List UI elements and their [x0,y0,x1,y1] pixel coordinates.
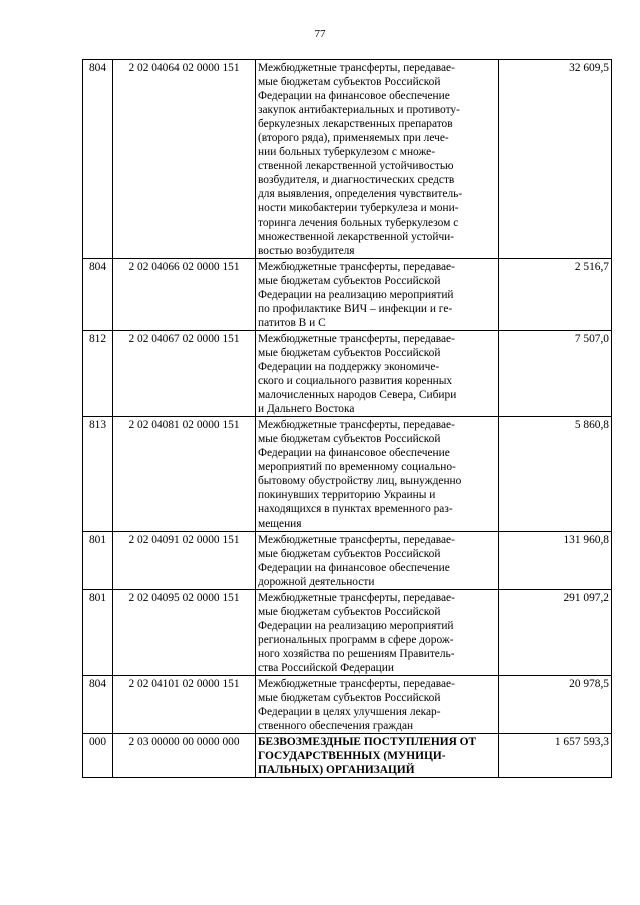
budget-revenue-table [82,59,612,778]
revenue-name-line: малочисленных народов Севера, Сибири [258,389,457,402]
revenue-name-line: нии больных туберкулезом с множе- [258,146,436,159]
budget-classification-code-cell: 2 02 04081 02 0000 151 [113,417,256,531]
revenue-name-line: ственного обеспечения граждан [258,720,414,733]
table-row [83,60,612,259]
revenue-name-line: мые бюджетам субъектов Российской [258,605,441,618]
revenue-name-line: Федерации на поддержку экономиче- [258,360,440,373]
revenue-name-line: находящихся в пунктах временного раз- [258,503,453,516]
revenue-name-cell [256,60,499,259]
revenue-name-line: по профилактике ВИЧ – инфекции и ге- [258,302,453,315]
revenue-name-line: патитов В и С [258,316,326,329]
revenue-name-line: ПАЛЬНЫХ) ОРГАНИЗАЦИЙ [258,764,415,777]
amount-cell: 2 516,7 [499,258,612,330]
revenue-name-line: ства Российской Федерации [258,661,394,674]
amount-cell: 291 097,2 [499,589,612,675]
revenue-name-cell [256,258,499,330]
revenue-name-line: Межбюджетные трансферты, передавае- [258,62,455,74]
revenue-name-line: ского и социального развития коренных [258,375,453,388]
revenue-name-line: Межбюджетные трансферты, передавае- [258,678,455,691]
admin-code-cell: 804 [83,60,113,259]
revenue-name-cell [256,589,499,675]
revenue-name-line: мероприятий по временному социально- [258,461,456,474]
revenue-name-line: возбудителя, и диагностических средств [258,174,455,187]
revenue-name-line: покинувших территорию Украины и [258,489,436,502]
revenue-name-line: Межбюджетные трансферты, передавае- [258,332,455,345]
table-body [83,60,612,778]
revenue-name-line: для выявления, определения чувствитель- [258,188,463,201]
amount-cell: 32 609,5 [499,60,612,259]
revenue-name-line: ности микобактерии туберкулеза и мони- [258,202,459,215]
revenue-name-line: Федерации на финансовое обеспечение [258,561,450,574]
revenue-name-cell [256,531,499,589]
amount-cell: 7 507,0 [499,330,612,416]
page-number: 77 [314,28,326,40]
revenue-name-line: Межбюджетные трансферты, передавае- [258,419,455,432]
revenue-name-cell [256,734,499,778]
revenue-name-line: мещения [258,517,302,530]
budget-classification-code-cell: 2 03 00000 00 0000 000 [113,734,256,778]
revenue-name-cell [256,330,499,416]
revenue-name-line: ственной лекарственной устойчивостью [258,160,454,173]
revenue-name-line: дорожной деятельности [258,575,375,588]
budget-classification-code-cell: 2 02 04091 02 0000 151 [113,531,256,589]
revenue-name-line: бытовому обустройству лиц, вынужденно [258,475,462,488]
revenue-name-line: Федерации на реализацию мероприятий [258,288,454,301]
revenue-name-line: Федерации в целях улучшения лекар- [258,706,441,719]
admin-code-cell: 000 [83,734,113,778]
amount-cell: 20 978,5 [499,676,612,734]
table-row [83,417,612,531]
budget-classification-code-cell: 2 02 04101 02 0000 151 [113,676,256,734]
revenue-name-line: Федерации на финансовое обеспечение [258,90,450,103]
revenue-name-line: торинга лечения больных туберкулезом с [258,216,459,229]
revenue-name-line: Межбюджетные трансферты, передавае- [258,260,455,273]
table-row [83,734,612,778]
revenue-name-line: Федерации на реализацию мероприятий [258,619,454,632]
admin-code-cell: 804 [83,676,113,734]
admin-code-cell: 813 [83,417,113,531]
revenue-name-line: Федерации на финансовое обеспечение [258,447,450,460]
revenue-name-line: беркулезных лекарственных препаратов [258,118,453,131]
budget-classification-code-cell: 2 02 04066 02 0000 151 [113,258,256,330]
revenue-name-line: мые бюджетам субъектов Российской [258,346,441,359]
revenue-name-line: мые бюджетам субъектов Российской [258,692,441,705]
admin-code-cell: 812 [83,330,113,416]
revenue-name-line: мые бюджетам субъектов Российской [258,274,441,287]
revenue-name-line: закупок антибактериальных и противоту- [258,104,460,117]
revenue-name-line: (второго ряда), применяемых при лече- [258,132,449,145]
revenue-name-line: ного хозяйства по решениям Правитель- [258,647,455,660]
revenue-name-cell [256,676,499,734]
admin-code-cell: 801 [83,589,113,675]
budget-classification-code-cell: 2 02 04095 02 0000 151 [113,589,256,675]
table-row [83,676,612,734]
budget-classification-code-cell: 2 02 04067 02 0000 151 [113,330,256,416]
revenue-name-line: и Дальнего Востока [258,403,355,416]
admin-code-cell: 801 [83,531,113,589]
table-row [83,589,612,675]
revenue-name-line: ГОСУДАРСТВЕННЫХ (МУНИЦИ- [258,750,446,763]
amount-cell: 1 657 593,3 [499,734,612,778]
revenue-name-line: БЕЗВОЗМЕЗДНЫЕ ПОСТУПЛЕНИЯ ОТ [258,736,477,749]
revenue-name-line: мые бюджетам субъектов Российской [258,76,441,89]
revenue-name-line: множественной лекарственной устойчи- [258,230,455,243]
amount-cell: 131 960,8 [499,531,612,589]
revenue-name-line: мые бюджетам субъектов Российской [258,433,441,446]
revenue-name-line: Межбюджетные трансферты, передавае- [258,533,455,546]
revenue-name-cell [256,417,499,531]
revenue-name-line: Межбюджетные трансферты, передавае- [258,591,455,604]
table-row [83,258,612,330]
budget-classification-code-cell: 2 02 04064 02 0000 151 [113,60,256,259]
table-row [83,330,612,416]
admin-code-cell: 804 [83,258,113,330]
revenue-name-line: мые бюджетам субъектов Российской [258,547,441,560]
table-row [83,531,612,589]
amount-cell: 5 860,8 [499,417,612,531]
revenue-name-line: востью возбудителя [258,244,355,257]
revenue-name-line: региональных программ в сфере дорож- [258,633,454,646]
